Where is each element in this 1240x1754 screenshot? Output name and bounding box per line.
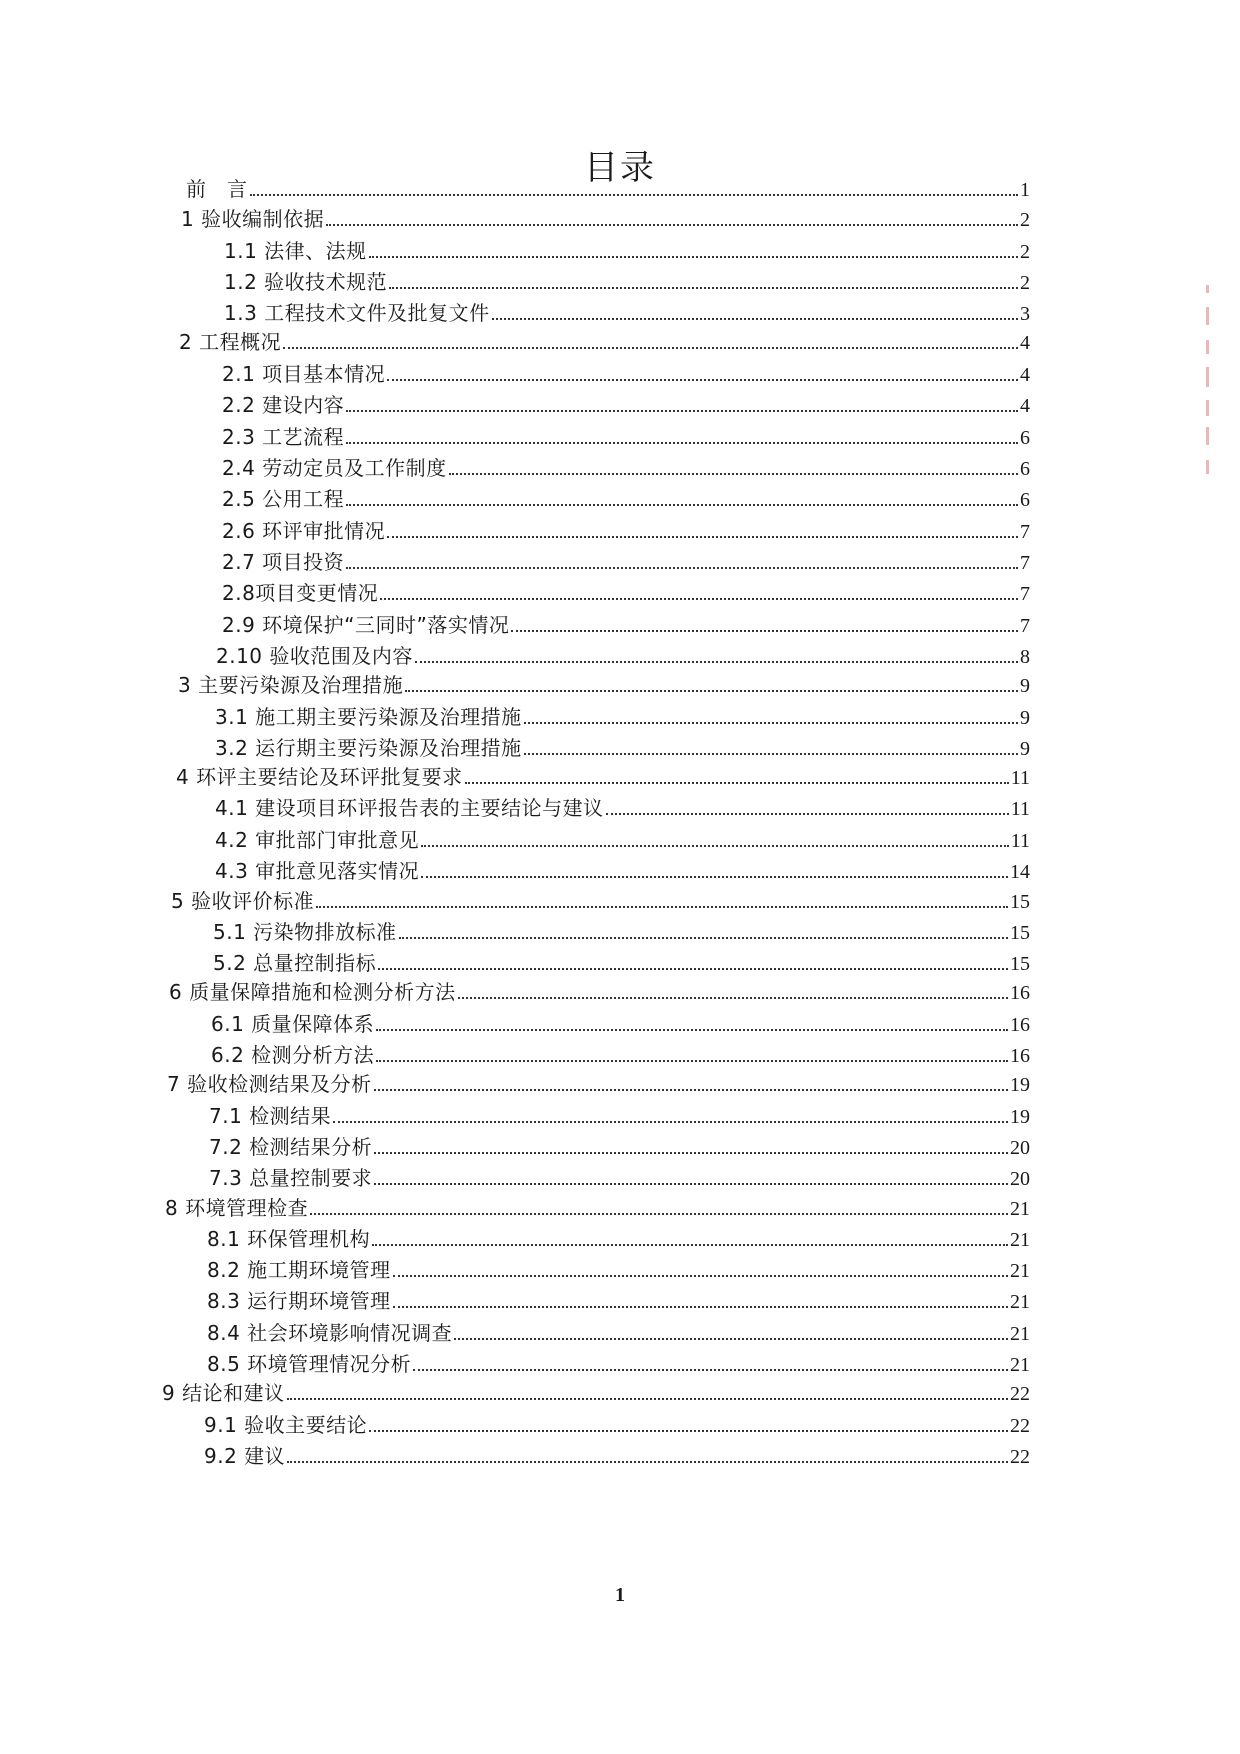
toc-entry-page: 21: [1010, 1323, 1030, 1345]
toc-leader-dots: [405, 690, 1018, 692]
toc-leader-dots: [369, 1430, 1008, 1432]
toc-entry-label: 3 主要污染源及治理措施: [178, 673, 404, 697]
toc-entry[interactable]: [222, 547, 1030, 577]
toc-entry-label: 8.5 环境管理情况分析: [207, 1352, 412, 1376]
toc-entry-page: 22: [1010, 1415, 1030, 1437]
toc-entry-page: 21: [1010, 1198, 1030, 1220]
toc-entry-page: 7: [1020, 583, 1030, 605]
toc-leader-dots: [389, 287, 1018, 289]
toc-entry-label: 2.4 劳动定员及工作制度: [222, 456, 447, 480]
toc-entry-page: 21: [1010, 1260, 1030, 1282]
toc-entry-label: 2 工程概况: [179, 330, 282, 354]
toc-entry[interactable]: [167, 1069, 1030, 1099]
toc-entry-page: 21: [1010, 1229, 1030, 1251]
toc-leader-dots: [369, 256, 1018, 258]
toc-entry[interactable]: [215, 733, 1030, 763]
toc-leader-dots: [458, 997, 1008, 999]
toc-entry-label: 5.1 污染物排放标准: [213, 920, 397, 944]
toc-entry-page: 16: [1010, 982, 1030, 1004]
toc-entry[interactable]: [215, 856, 1030, 886]
toc-entry[interactable]: [169, 977, 1030, 1007]
toc-entry-label: 8.4 社会环境影响情况调查: [207, 1321, 453, 1345]
toc-entry[interactable]: [211, 1040, 1030, 1070]
toc-entry-page: 9: [1020, 738, 1030, 760]
toc-entry[interactable]: [207, 1255, 1030, 1285]
toc-entry-label: 8 环境管理检查: [165, 1196, 309, 1220]
toc-entry-page: 11: [1010, 767, 1030, 789]
toc-entry[interactable]: [179, 327, 1030, 357]
toc-leader-dots: [374, 1183, 1008, 1185]
toc-entry[interactable]: [207, 1286, 1030, 1316]
toc-entry[interactable]: [181, 204, 1030, 234]
toc-entry[interactable]: [222, 359, 1030, 389]
toc-entry[interactable]: [171, 886, 1030, 916]
toc-leader-dots: [372, 1244, 1008, 1246]
toc-entry-page: 19: [1010, 1074, 1030, 1096]
toc-leader-dots: [310, 1213, 1008, 1215]
toc-entry-label: 6.2 检测分析方法: [211, 1043, 375, 1067]
toc-entry-label: 2.6 环评审批情况: [222, 519, 386, 543]
toc-entry-label: 2.8项目变更情况: [222, 581, 379, 605]
toc-entry-label: 7 验收检测结果及分析: [167, 1072, 372, 1096]
toc-entry-label: 5 验收评价标准: [171, 889, 315, 913]
toc-entry-page: 11: [1010, 798, 1030, 820]
toc-entry-label: 2.2 建设内容: [222, 393, 345, 417]
toc-entry-label: 7.1 检测结果: [209, 1104, 332, 1128]
toc-entry-label: 2.3 工艺流程: [222, 425, 345, 449]
toc-entry-page: 1: [1020, 179, 1030, 201]
toc-entry-page: 7: [1020, 521, 1030, 543]
toc-entry[interactable]: [222, 390, 1030, 420]
toc-leader-dots: [399, 937, 1008, 939]
toc-entry-page: 16: [1010, 1045, 1030, 1067]
toc-entry[interactable]: [222, 516, 1030, 546]
toc-leader-dots: [454, 1338, 1008, 1340]
toc-entry[interactable]: [213, 917, 1030, 947]
toc-entry[interactable]: [224, 267, 1030, 297]
toc-entry[interactable]: [209, 1132, 1030, 1162]
toc-entry[interactable]: [207, 1318, 1030, 1348]
toc-entry-label: 2.9 环境保护“三同时”落实情况: [222, 613, 510, 637]
toc-entry-page: 7: [1020, 552, 1030, 574]
toc-entry-page: 6: [1020, 427, 1030, 449]
toc-entry-label: 4 环评主要结论及环评批复要求: [176, 765, 463, 789]
toc-leader-dots: [415, 661, 1018, 663]
toc-leader-dots: [524, 753, 1018, 755]
toc-entry-page: 2: [1020, 241, 1030, 263]
toc-leader-dots: [374, 1089, 1008, 1091]
toc-leader-dots: [465, 782, 1009, 784]
toc-leader-dots: [393, 1275, 1008, 1277]
toc-entry-page: 15: [1010, 953, 1030, 975]
toc-leader-dots: [316, 906, 1008, 908]
toc-entry-label: 2.10 验收范围及内容: [216, 644, 413, 668]
toc-leader-dots: [346, 504, 1018, 506]
toc-leader-dots: [250, 194, 1019, 196]
toc-entry-page: 22: [1010, 1383, 1030, 1405]
toc-leader-dots: [376, 1060, 1008, 1062]
toc-entry[interactable]: [213, 948, 1030, 978]
toc-leader-dots: [380, 598, 1018, 600]
toc-entry-label: 6.1 质量保障体系: [211, 1012, 375, 1036]
toc-entry-label: 2.7 项目投资: [222, 550, 345, 574]
toc-entry-page: 7: [1020, 615, 1030, 637]
toc-entry-label: 6 质量保障措施和检测分析方法: [169, 980, 456, 1004]
toc-leader-dots: [492, 318, 1018, 320]
toc-leader-dots: [376, 1029, 1008, 1031]
toc-entry-page: 20: [1010, 1137, 1030, 1159]
toc-leader-dots: [421, 876, 1008, 878]
toc-entry-label: 前 言: [186, 177, 248, 201]
toc-entry[interactable]: [215, 702, 1030, 732]
toc-entry[interactable]: [162, 1378, 1030, 1408]
toc-entry-page: 15: [1010, 891, 1030, 913]
toc-entry[interactable]: [216, 641, 1030, 671]
page-number: 1: [615, 1584, 625, 1606]
toc-leader-dots: [511, 630, 1018, 632]
toc-entry-label: 7.3 总量控制要求: [209, 1166, 373, 1190]
toc-leader-dots: [346, 567, 1018, 569]
toc-entry-page: 8: [1020, 646, 1030, 668]
toc-entry-page: 4: [1020, 364, 1030, 386]
toc-entry-page: 21: [1010, 1291, 1030, 1313]
toc-leader-dots: [524, 722, 1018, 724]
toc-entry-page: 6: [1020, 458, 1030, 480]
toc-entry[interactable]: [224, 236, 1030, 266]
toc-entry-page: 15: [1010, 922, 1030, 944]
toc-entry[interactable]: [209, 1101, 1030, 1131]
toc-leader-dots: [378, 968, 1008, 970]
toc-entry[interactable]: [211, 1009, 1030, 1039]
toc-entry-label: 9.1 验收主要结论: [204, 1413, 368, 1437]
toc-entry[interactable]: [176, 762, 1030, 792]
toc-entry-page: 20: [1010, 1168, 1030, 1190]
toc-entry-label: 1 验收编制依据: [181, 207, 325, 231]
toc-entry[interactable]: [186, 174, 1030, 204]
toc-leader-dots: [346, 442, 1018, 444]
toc-entry-label: 1.3 工程技术文件及批复文件: [224, 301, 490, 325]
toc-entry-label: 4.3 审批意见落实情况: [215, 859, 420, 883]
toc-entry-label: 8.2 施工期环境管理: [207, 1258, 391, 1282]
toc-entry-page: 3: [1020, 303, 1030, 325]
toc-leader-dots: [393, 1306, 1008, 1308]
toc-entry[interactable]: [204, 1441, 1030, 1471]
toc-entry-page: 2: [1020, 272, 1030, 294]
toc-leader-dots: [387, 379, 1018, 381]
toc-leader-dots: [449, 473, 1018, 475]
toc-entry-label: 8.3 运行期环境管理: [207, 1289, 391, 1313]
toc-entry-page: 2: [1020, 209, 1030, 231]
toc-leader-dots: [287, 1461, 1008, 1463]
page-title: 目录: [584, 148, 656, 188]
toc-leader-dots: [333, 1121, 1008, 1123]
toc-entry[interactable]: [222, 610, 1030, 640]
toc-entry-label: 7.2 检测结果分析: [209, 1135, 373, 1159]
toc-entry-page: 22: [1010, 1446, 1030, 1468]
toc-leader-dots: [413, 1369, 1008, 1371]
toc-entry[interactable]: [207, 1224, 1030, 1254]
toc-entry-label: 4.2 审批部门审批意见: [215, 828, 420, 852]
toc-leader-dots: [387, 536, 1018, 538]
toc-entry-label: 8.1 环保管理机构: [207, 1227, 371, 1251]
toc-entry-label: 3.1 施工期主要污染源及治理措施: [215, 705, 522, 729]
toc-leader-dots: [287, 1398, 1008, 1400]
scan-margin-marks: [1206, 285, 1216, 485]
toc-entry[interactable]: [215, 793, 1030, 823]
toc-entry-page: 14: [1010, 861, 1030, 883]
toc-entry[interactable]: [222, 484, 1030, 514]
toc-entry-label: 9.2 建议: [204, 1444, 286, 1468]
toc-entry-label: 3.2 运行期主要污染源及治理措施: [215, 736, 522, 760]
toc-entry-page: 6: [1020, 489, 1030, 511]
toc-entry-label: 5.2 总量控制指标: [213, 951, 377, 975]
toc-leader-dots: [326, 224, 1018, 226]
toc-entry[interactable]: [222, 422, 1030, 452]
toc-entry[interactable]: [207, 1349, 1030, 1379]
toc-entry-page: 9: [1020, 707, 1030, 729]
toc-entry[interactable]: [215, 825, 1030, 855]
toc-leader-dots: [421, 845, 1009, 847]
toc-entry[interactable]: [222, 578, 1030, 608]
toc-entry-label: 9 结论和建议: [162, 1381, 285, 1405]
toc-leader-dots: [374, 1152, 1008, 1154]
toc-leader-dots: [346, 410, 1018, 412]
toc-entry-label: 2.5 公用工程: [222, 487, 345, 511]
toc-entry[interactable]: [209, 1163, 1030, 1193]
toc-entry-label: 1.1 法律、法规: [224, 239, 367, 263]
toc-entry-page: 11: [1010, 830, 1030, 852]
toc-entry[interactable]: [178, 670, 1030, 700]
toc-leader-dots: [283, 347, 1018, 349]
toc-entry-page: 16: [1010, 1014, 1030, 1036]
toc-entry-label: 1.2 验收技术规范: [224, 270, 388, 294]
toc-entry-page: 4: [1020, 395, 1030, 417]
toc-entry-label: 2.1 项目基本情况: [222, 362, 386, 386]
toc-entry-page: 4: [1020, 332, 1030, 354]
toc-entry-page: 21: [1010, 1354, 1030, 1376]
toc-leader-dots: [606, 813, 1009, 815]
toc-entry-label: 4.1 建设项目环评报告表的主要结论与建议: [215, 796, 604, 820]
toc-entry[interactable]: [224, 298, 1030, 328]
toc-entry[interactable]: [222, 453, 1030, 483]
toc-entry[interactable]: [165, 1193, 1030, 1223]
toc-entry[interactable]: [204, 1410, 1030, 1440]
toc-entry-page: 19: [1010, 1106, 1030, 1128]
toc-entry-page: 9: [1020, 675, 1030, 697]
